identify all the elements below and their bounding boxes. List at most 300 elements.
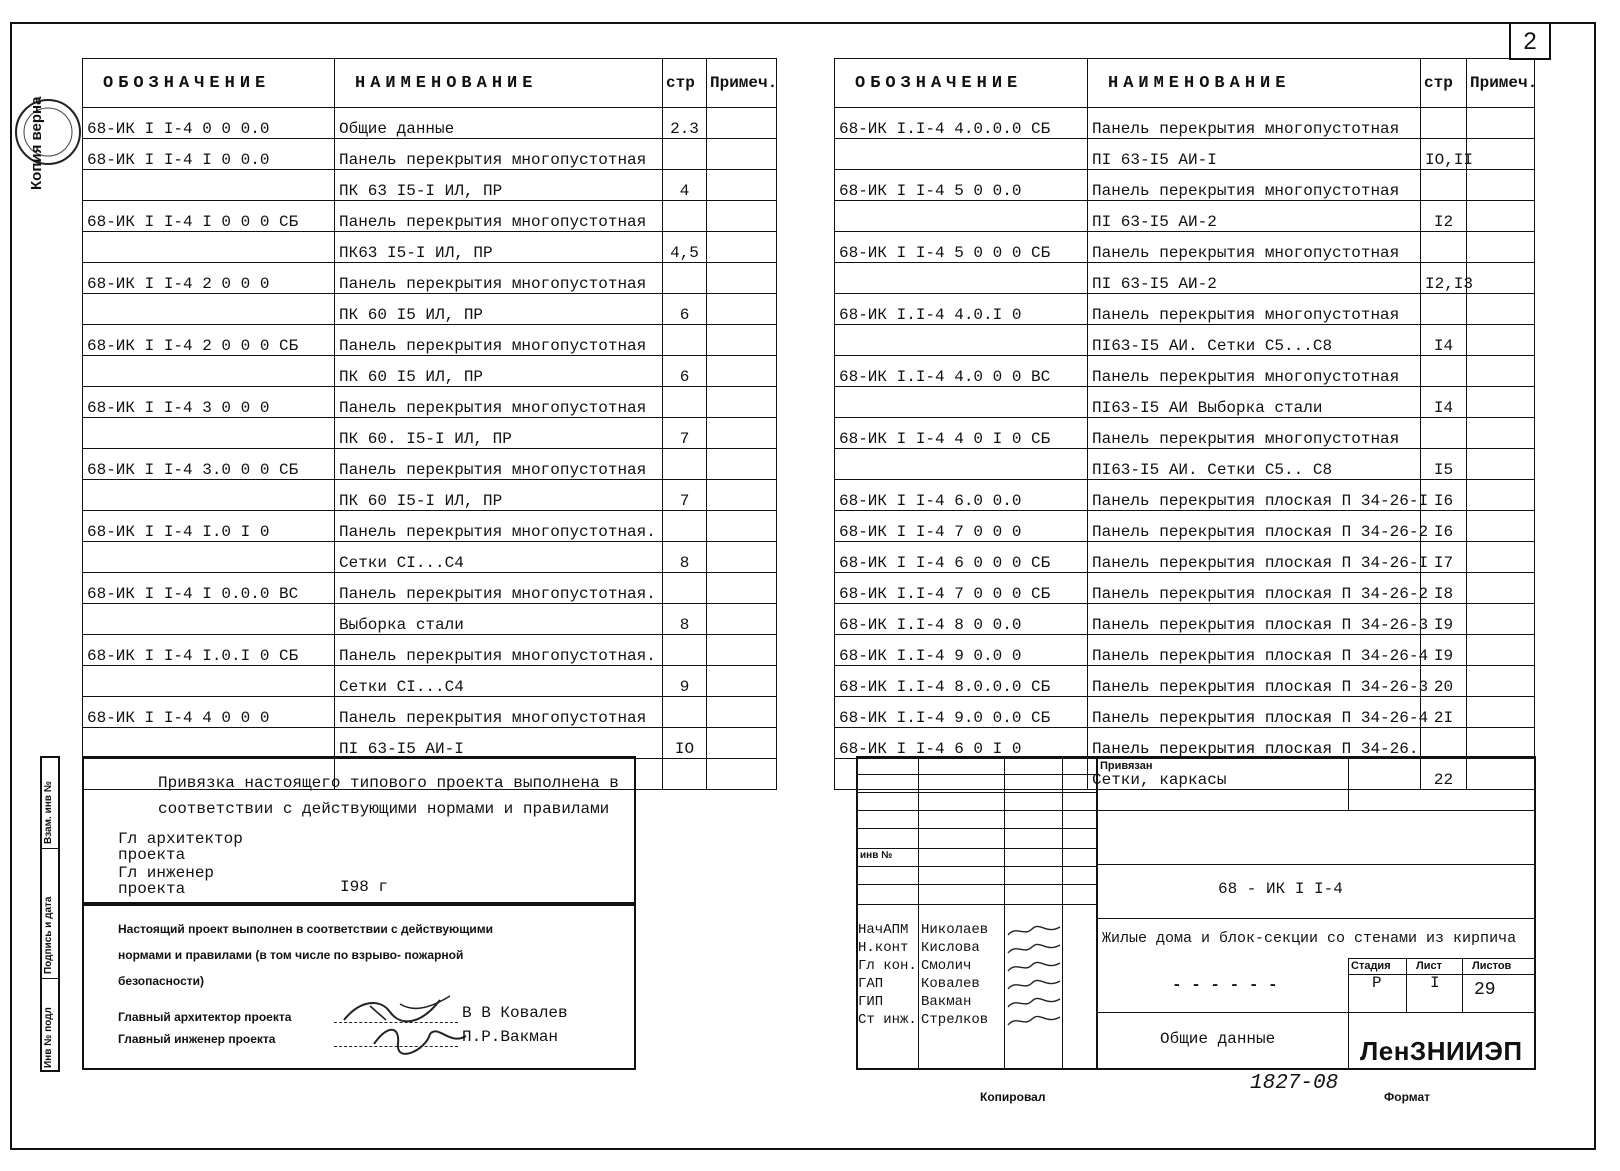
stamp-text: Копия верна [28, 96, 45, 190]
cell-note [707, 697, 777, 728]
signature-icon [1006, 977, 1062, 993]
cell-code: 68-ИК I I-4 6 0 I 0 [835, 728, 1088, 759]
cell-name: Выборка стали [335, 604, 663, 635]
table-header-row [83, 59, 777, 108]
cell-page: 2I [1421, 697, 1467, 728]
cell-name: Панель перекрытия многопустотная. [335, 573, 663, 604]
cell-page: I4 [1421, 325, 1467, 356]
side-stamp-divider [40, 978, 60, 979]
cell-name: Панель перекрытия плоская П 34-26-I [1088, 542, 1421, 573]
cell-note [707, 294, 777, 325]
cell-page: 2.3 [663, 108, 707, 139]
cell-page: I9 [1421, 635, 1467, 666]
signer-name: Николаев [921, 922, 989, 938]
cell-note [707, 170, 777, 201]
cell-page [1421, 356, 1467, 387]
grid-line [1096, 1012, 1536, 1013]
signer-name: Смолич [921, 958, 972, 974]
cell-name: Панель перекрытия плоская П 34-26. [1088, 728, 1421, 759]
cell-name: Сетки СI...С4 [335, 542, 663, 573]
cell-name: ПК 60 I5 ИЛ, ПР [335, 356, 663, 387]
binding-text-line1: Привязка настоящего типового проекта выполнена в [158, 774, 619, 792]
col-header-name: НАИМЕНОВАНИЕ [1088, 59, 1421, 108]
cell-note [1467, 232, 1535, 263]
col-header-code: ОБОЗНАЧЕНИЕ [835, 59, 1088, 108]
table-row [83, 232, 777, 263]
table-row [835, 263, 1535, 294]
cell-name: Панель перекрытия плоская П 34-26-I [1088, 480, 1421, 511]
grid-line [1096, 864, 1536, 865]
cell-name: Панель перекрытия плоская П 34-26-3 [1088, 666, 1421, 697]
table-row [83, 449, 777, 480]
cell-name: Панель перекрытия многопустотная. [335, 511, 663, 542]
signature-icon [1006, 1013, 1062, 1029]
cell-note [707, 480, 777, 511]
cell-code: 68-ИК I I-4 I 0 0.0 [83, 139, 335, 170]
cell-page: I8 [1421, 573, 1467, 604]
cell-code: 68-ИК I I-4 2 0 0 0 СБ [83, 325, 335, 356]
table-row [83, 356, 777, 387]
cell-note [707, 387, 777, 418]
signer-name: Стрелков [921, 1012, 989, 1028]
cell-code [83, 294, 335, 325]
cell-code: 68-ИК I I-4 I 0 0 0 СБ [83, 201, 335, 232]
cell-page: IO,II [1421, 139, 1467, 170]
cell-note [1467, 697, 1535, 728]
cell-note [707, 666, 777, 697]
signature-icon [1006, 941, 1062, 957]
cell-page [1421, 418, 1467, 449]
cell-page: IO [663, 728, 707, 759]
cell-code [835, 139, 1088, 170]
cell-page: 4 [663, 170, 707, 201]
cell-code: 68-ИК I.I-4 4.0.I 0 [835, 294, 1088, 325]
cell-page [663, 263, 707, 294]
cell-note [707, 108, 777, 139]
cell-name: Панель перекрытия многопустотная [335, 325, 663, 356]
cell-code: 68-ИК I.I-4 4.0.0.0 СБ [835, 108, 1088, 139]
table-header-row [835, 59, 1535, 108]
cell-note [1467, 666, 1535, 697]
cell-name: Панель перекрытия многопустотная [1088, 356, 1421, 387]
cell-code: 68-ИК I I-4 3.0 0 0 СБ [83, 449, 335, 480]
cell-page [663, 139, 707, 170]
cell-name: ПI 63-I5 АИ-2 [1088, 201, 1421, 232]
cell-code [83, 480, 335, 511]
cell-note [1467, 356, 1535, 387]
cell-code [83, 666, 335, 697]
cell-note [1467, 387, 1535, 418]
table-row [83, 325, 777, 356]
cell-page [663, 201, 707, 232]
table-row [83, 542, 777, 573]
grid-line [856, 884, 1096, 885]
table-row [83, 480, 777, 511]
cell-code: 68-ИК I I-4 4 0 I 0 СБ [835, 418, 1088, 449]
cell-note [1467, 449, 1535, 480]
table-row [83, 201, 777, 232]
cell-name: Панель перекрытия многопустотная [1088, 232, 1421, 263]
table-row [83, 511, 777, 542]
table-row [835, 356, 1535, 387]
cell-page: 6 [663, 294, 707, 325]
cell-note [1467, 542, 1535, 573]
col-header-page: стр [1421, 59, 1467, 108]
cell-code [83, 728, 335, 759]
table-row [83, 635, 777, 666]
cell-name: ПК 60 I5 ИЛ, ПР [335, 294, 663, 325]
binding-eng-label2: проекта [118, 880, 186, 898]
cell-note [707, 325, 777, 356]
grid-line [1096, 918, 1536, 919]
cell-note [707, 511, 777, 542]
signature-icon [1006, 995, 1062, 1011]
cell-note [707, 759, 777, 790]
cell-name: Панель перекрытия многопустотная [335, 449, 663, 480]
table-row [835, 573, 1535, 604]
cell-note [1467, 480, 1535, 511]
table-row [83, 666, 777, 697]
table-row [835, 170, 1535, 201]
cell-code: 68-ИК I I-4 I.0 I 0 [83, 511, 335, 542]
cell-page [1421, 728, 1467, 759]
binding-eng-label: Гл инженер [118, 864, 215, 882]
cell-name: ПI63-I5 АИ. Сетки С5...С8 [1088, 325, 1421, 356]
cell-name: ПI 63-I5 АИ-2 [1088, 263, 1421, 294]
chief-engineer-label: Главный инженер проекта [118, 1032, 276, 1046]
cell-name: ПК 63 I5-I ИЛ, ПР [335, 170, 663, 201]
side-stamp-signature-date: Подпись и дата [43, 896, 54, 974]
table-row [835, 635, 1535, 666]
cell-code [835, 263, 1088, 294]
side-stamp-inv-podl: Инв № подл [43, 1007, 54, 1068]
cell-note [1467, 108, 1535, 139]
cell-page [663, 573, 707, 604]
cell-note [1467, 170, 1535, 201]
cell-page [663, 759, 707, 790]
project-code: 68 - ИК I I-4 [1218, 880, 1343, 898]
cell-page: 6 [663, 356, 707, 387]
engineer-signature-icon [370, 1020, 470, 1054]
cell-page [663, 387, 707, 418]
table-row [83, 387, 777, 418]
table-row [835, 604, 1535, 635]
grid-line [1004, 756, 1005, 1070]
signer-role: ГИП [858, 994, 884, 1010]
cell-page: 7 [663, 480, 707, 511]
col-header-note: Примеч. [1467, 59, 1535, 108]
grid-line [1096, 810, 1536, 811]
cell-note [1467, 263, 1535, 294]
cell-note [707, 263, 777, 294]
table-row [83, 294, 777, 325]
grid-line [1062, 756, 1063, 1070]
table-row [83, 263, 777, 294]
cell-name: Панель перекрытия многопустотная [335, 139, 663, 170]
cell-page: 20 [1421, 666, 1467, 697]
cell-code: 68-ИК I.I-4 8.0.0.0 СБ [835, 666, 1088, 697]
grid-line [856, 792, 1096, 793]
cell-name: Панель перекрытия плоская П 34-26-4 [1088, 635, 1421, 666]
chief-engineer-name: П.Р.Вакман [462, 1028, 559, 1046]
grid-line [856, 828, 1096, 829]
footer-inv-number: 1827-08 [1250, 1072, 1339, 1095]
cell-code [83, 542, 335, 573]
cell-note [707, 542, 777, 573]
cell-note [707, 232, 777, 263]
col-header-name: НАИМЕНОВАНИЕ [335, 59, 663, 108]
table-row [835, 697, 1535, 728]
register-right-body [835, 108, 1535, 790]
binding-arch-label: Гл архитектор [118, 830, 243, 848]
cell-note [707, 418, 777, 449]
cell-code [83, 604, 335, 635]
col-header-code: ОБОЗНАЧЕНИЕ [83, 59, 335, 108]
grid-line [1462, 958, 1463, 1012]
cell-note [1467, 325, 1535, 356]
cell-code [83, 170, 335, 201]
cell-code: 68-ИК I I-4 6 0 0 0 СБ [835, 542, 1088, 573]
project-title: Жилые дома и блок-секции со стенами из кирпича [1102, 930, 1517, 947]
cell-name: Панель перекрытия плоская П 34-26-2 [1088, 511, 1421, 542]
cell-page [1421, 108, 1467, 139]
org-name: ЛенЗНИИЭП [1360, 1036, 1523, 1066]
table-row [83, 108, 777, 139]
signature-icon [1006, 959, 1062, 975]
register-table-right [834, 58, 1538, 790]
cell-code: 68-ИК I.I-4 4.0 0 0 ВС [835, 356, 1088, 387]
cell-name: Панель перекрытия многопустотная [335, 201, 663, 232]
grid-line [918, 756, 919, 1070]
cell-page: I4 [1421, 387, 1467, 418]
page-number-box [1509, 22, 1551, 60]
signer-role: НачАПМ [858, 922, 909, 938]
cell-name: Панель перекрытия многопустотная [1088, 418, 1421, 449]
cell-note [1467, 635, 1535, 666]
cell-note [707, 604, 777, 635]
cell-page: I6 [1421, 511, 1467, 542]
table-row [83, 604, 777, 635]
cell-note [1467, 573, 1535, 604]
stage-value: Р [1372, 974, 1382, 992]
grid-line [1348, 958, 1349, 1070]
signer-name: Ковалев [921, 976, 980, 992]
cell-page: I7 [1421, 542, 1467, 573]
inv-no-label: инв № [860, 850, 893, 861]
cell-name: Панель перекрытия многопустотная [335, 697, 663, 728]
cell-code: 68-ИК I I-4 4 0 0 0 [83, 697, 335, 728]
cell-page: I6 [1421, 480, 1467, 511]
cell-code [83, 418, 335, 449]
table-row [835, 511, 1535, 542]
cell-note [1467, 139, 1535, 170]
cell-name: Сетки СI...С4 [335, 666, 663, 697]
cell-note [1467, 418, 1535, 449]
binding-text-line2: соответствии с действующими нормами и правилами [158, 800, 610, 818]
cell-code: 68-ИК I I-4 7 0 0 0 [835, 511, 1088, 542]
chief-architect-label: Главный архитектор проекта [118, 1010, 292, 1024]
cell-code: 68-ИК I.I-4 8 0 0.0 [835, 604, 1088, 635]
cell-page [663, 635, 707, 666]
cell-name: Сетки, каркасы [1088, 759, 1421, 790]
cell-page: I5 [1421, 449, 1467, 480]
cell-note [707, 449, 777, 480]
cell-page: 8 [663, 542, 707, 573]
cell-name: ПК63 I5-I ИЛ, ПР [335, 232, 663, 263]
compliance-line1: Настоящий проект выполнен в соответствии с действующими [118, 922, 494, 936]
grid-line [856, 904, 1096, 905]
cell-page: 8 [663, 604, 707, 635]
table-row [835, 449, 1535, 480]
cell-note [1467, 604, 1535, 635]
cell-code: 68-ИК I.I-4 9.0 0.0 СБ [835, 697, 1088, 728]
cell-code: 68-ИК I I-4 5 0 0 0 СБ [835, 232, 1088, 263]
signer-name: Кислова [921, 940, 980, 956]
cell-note [1467, 294, 1535, 325]
cell-page [663, 449, 707, 480]
cell-code: 68-ИК I I-4 0 0 0.0 [83, 108, 335, 139]
cell-note [1467, 201, 1535, 232]
table-row [835, 108, 1535, 139]
cell-note [707, 201, 777, 232]
privyazan-label: Привязан [1100, 760, 1153, 772]
table-row [835, 201, 1535, 232]
table-row [83, 418, 777, 449]
cell-name: ПI 63-I5 АИ-I [1088, 139, 1421, 170]
table-row [835, 325, 1535, 356]
cell-name: Панель перекрытия многопустотная [335, 263, 663, 294]
cell-code [835, 387, 1088, 418]
signer-role: Гл кон. [858, 958, 917, 974]
cell-page [663, 325, 707, 356]
cell-page [1421, 232, 1467, 263]
cell-page: 4,5 [663, 232, 707, 263]
grid-line [856, 774, 1096, 775]
cell-note [707, 728, 777, 759]
cell-page: I9 [1421, 604, 1467, 635]
col-header-page: стр [663, 59, 707, 108]
register-left-body [83, 108, 777, 790]
cell-name: Панель перекрытия многопустотная [1088, 108, 1421, 139]
grid-line [1406, 958, 1407, 1012]
signer-role: ГАП [858, 976, 884, 992]
cell-page [1421, 170, 1467, 201]
cell-code: 68-ИК I I-4 5 0 0.0 [835, 170, 1088, 201]
footer-format: Формат [1384, 1090, 1431, 1104]
cell-name: Панель перекрытия многопустотная [1088, 170, 1421, 201]
cell-page: 9 [663, 666, 707, 697]
cell-code: 68-ИК I.I-4 7 0 0 0 СБ [835, 573, 1088, 604]
table-row [83, 139, 777, 170]
cell-name: ПI 63-I5 АИ-I [335, 728, 663, 759]
table-row [835, 666, 1535, 697]
cell-note [1467, 511, 1535, 542]
cell-name: Общие данные [335, 108, 663, 139]
cell-page [663, 511, 707, 542]
table-row [835, 232, 1535, 263]
table-row [835, 294, 1535, 325]
signer-role: Н.конт [858, 940, 909, 956]
grid-line [1348, 958, 1536, 959]
cell-code [835, 325, 1088, 356]
grid-line [1096, 756, 1098, 1070]
register-table-left [82, 58, 777, 790]
cell-code [835, 201, 1088, 232]
sheet-value: I [1430, 974, 1440, 992]
cell-page: 22 [1421, 759, 1467, 790]
table-row [835, 418, 1535, 449]
compliance-line2: нормами и правилами (в том числе по взрыво- пожарной [118, 948, 464, 962]
table-row [835, 542, 1535, 573]
cell-note [707, 356, 777, 387]
table-row [83, 573, 777, 604]
cell-name: ПК 60. I5-I ИЛ, ПР [335, 418, 663, 449]
cell-name: Панель перекрытия плоская П 34-26-2 [1088, 573, 1421, 604]
cell-page: 7 [663, 418, 707, 449]
cell-code: 68-ИК I I-4 3 0 0 0 [83, 387, 335, 418]
binding-arch-label2: проекта [118, 846, 186, 864]
cell-note [707, 635, 777, 666]
footer-copied: Копировал [980, 1090, 1046, 1104]
table-row [835, 387, 1535, 418]
cell-name: ПI63-I5 АИ. Сетки С5.. С8 [1088, 449, 1421, 480]
cell-name: ПК 60 I5-I ИЛ, ПР [335, 480, 663, 511]
cell-code [835, 449, 1088, 480]
cell-name: Панель перекрытия многопустотная [335, 387, 663, 418]
sheets-label: Листов [1472, 960, 1512, 972]
sheet-name: Общие данные [1160, 1030, 1276, 1048]
table-row [83, 697, 777, 728]
sheet-label: Лист [1416, 960, 1442, 972]
signer-name: Вакман [921, 994, 972, 1010]
cell-page [663, 697, 707, 728]
cell-name: Панель перекрытия плоская П 34-26-4 [1088, 697, 1421, 728]
cell-name: Панель перекрытия многопустотная. [335, 635, 663, 666]
cell-code: 68-ИК I I-4 2 0 0 0 [83, 263, 335, 294]
sheets-value: 29 [1474, 980, 1496, 1000]
grid-line [856, 866, 1096, 867]
cell-code [83, 356, 335, 387]
signer-role: Ст инж. [858, 1012, 917, 1028]
page-number: 2 [1523, 28, 1537, 55]
cell-page [1421, 294, 1467, 325]
cell-code: 68-ИК I.I-4 9 0.0 0 [835, 635, 1088, 666]
dashes: - - - - - - [1172, 976, 1278, 994]
col-header-note: Примеч. [707, 59, 777, 108]
cell-note [707, 573, 777, 604]
table-row [83, 728, 777, 759]
cell-name: Панель перекрытия многопустотная [1088, 294, 1421, 325]
chief-architect-name: В В Ковалев [462, 1004, 568, 1022]
side-stamp-divider [40, 848, 60, 849]
cell-code: 68-ИК I I-4 I 0.0.0 ВС [83, 573, 335, 604]
binding-year: I98 г [340, 878, 389, 896]
cell-name: Панель перекрытия плоская П 34-26-3 [1088, 604, 1421, 635]
table-row [835, 728, 1535, 759]
grid-line [856, 810, 1096, 811]
cell-note [707, 139, 777, 170]
table-row [835, 139, 1535, 170]
compliance-line3: безопасности) [118, 974, 205, 988]
cell-note [1467, 728, 1535, 759]
cell-page: I2,I3 [1421, 263, 1467, 294]
stage-label: Стадия [1351, 960, 1391, 972]
cell-code: 68-ИК I I-4 6.0 0.0 [835, 480, 1088, 511]
table-row [83, 170, 777, 201]
grid-line [856, 848, 1096, 849]
signature-icon [1006, 923, 1062, 939]
grid-line [1348, 756, 1349, 810]
